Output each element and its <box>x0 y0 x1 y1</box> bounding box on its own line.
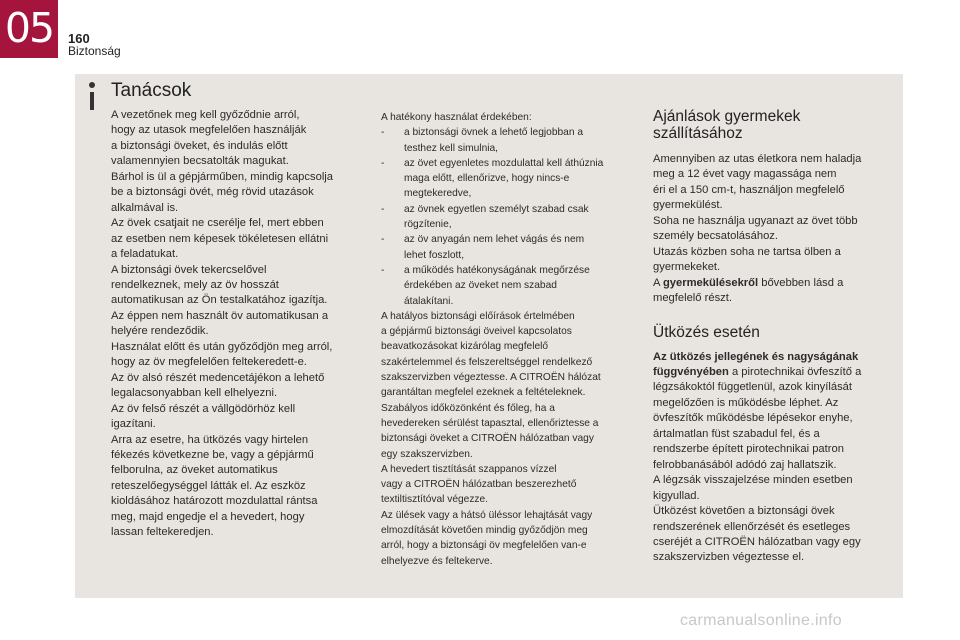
text-line: az övet egyenletes mozdulattal kell áthúznia <box>404 157 604 169</box>
text-line: rögzítenie, <box>404 219 452 231</box>
list-item <box>381 125 633 156</box>
text-line: lassan feltekeredjen. <box>111 526 214 539</box>
text-line: Az öv alsó részét medencetájékon a lehető <box>111 371 325 384</box>
text-line: reteszelőegységgel látták el. Az eszköz <box>111 479 306 492</box>
text-line: alkalmával is. <box>111 201 179 214</box>
text-line: A hatályos biztonsági előírások értelmében <box>381 310 575 322</box>
text-line: Szabályos időközönként és főleg, ha a <box>381 402 555 414</box>
text-run: A <box>653 276 663 289</box>
text-line: az öv anyagán nem lehet vágás és nem <box>404 234 585 246</box>
text-line: A hatékony használat érdekében: <box>381 112 532 123</box>
text-line: érdekében az öveket nem szabad <box>404 280 557 292</box>
text-line: Az övek csatjait ne cserélje fel, mert ebben <box>111 217 324 230</box>
text-line: ártalmatlan füst szabadul fel, és a <box>653 427 820 440</box>
text-line: Ütközést követően a biztonsági övek <box>653 505 835 518</box>
text-line: fékezés következne be, vagy a gépjármű <box>111 448 314 461</box>
text-line: automatikusan az Ön testalkatához igazítja. <box>111 294 328 307</box>
text-line: a gépjármű biztonsági öveivel kapcsolatos <box>381 326 572 338</box>
text-line: helyére rendeződik. <box>111 325 209 338</box>
list-dash: - <box>381 127 385 139</box>
watermark: carmanualsonline.info <box>680 612 842 629</box>
text-line: hevedereken sérülést tapasztal, ellenőriztesse a <box>381 417 599 429</box>
text-line: a működés hatékonyságának megőrzése <box>404 264 590 276</box>
text-line: szakszervizben végeztesse. A CITROËN hálózat <box>381 372 601 384</box>
text-line: átalakítani. <box>404 295 454 307</box>
bold-text: Az ütközés jellegének és nagyságának <box>653 350 859 363</box>
heading-line: szállításához <box>653 125 743 142</box>
text-line <box>653 365 893 380</box>
info-icon <box>82 80 102 112</box>
chapter-badge <box>0 0 58 58</box>
heading-line: Ajánlások gyermekek <box>653 108 801 125</box>
text-line: A légzsák visszajelzése minden esetben <box>653 474 853 487</box>
text-line <box>653 276 893 291</box>
text-line: elhelyezve és feltekerve. <box>381 555 493 567</box>
text-line: beavatkozásokat kizárólag megfelelő <box>381 341 549 353</box>
text-line: legalacsonyabban kell elhelyezni. <box>111 387 278 400</box>
list-dash: - <box>381 157 385 169</box>
tips-column-1 <box>111 108 373 541</box>
text-line: A biztonsági övek tekercselővel <box>111 263 267 276</box>
text-run: a pirotechnikai övfeszítő a <box>728 365 862 378</box>
text-line: Amennyiben az utas életkora nem haladja <box>653 153 862 165</box>
text-line: testhez kell simulnia, <box>404 142 498 154</box>
text-line: meg, majd engedje el a hevedert, hogy <box>111 510 305 523</box>
text-line: szakszervizben végeztesse el. <box>653 551 805 564</box>
text-line: A hevedert tisztítását szappanos vízzel <box>381 463 557 475</box>
text-line: Bárhol is ül a gépjárműben, mindig kapcsolja <box>111 170 334 183</box>
text-line: Az ülések vagy a hátsó üléssor lehajtását vagy <box>381 509 593 521</box>
text-line: övfeszítők működésbe lépésekor enyhe, <box>653 412 853 425</box>
text-line: a feladatukat. <box>111 248 179 261</box>
text-line: vagy a CITROËN hálózatban beszerezhető <box>381 479 577 491</box>
text-line: meg a 12 évet vagy magassága nem <box>653 168 837 181</box>
text-line: lehet foszlott, <box>404 249 465 261</box>
text-line: az esetben nem képesek tökéletesen ellátni <box>111 232 329 245</box>
text-line: arról, hogy a biztonsági öv megfelelően van-e <box>381 540 587 552</box>
text-line: megtekeredve, <box>404 188 472 200</box>
text-line: rendszerének ellenőrzését és esetleges <box>653 520 851 533</box>
text-line: maga előtt, ellenőrizve, hogy nincs-e <box>404 173 570 185</box>
page-number: 160 <box>68 31 90 46</box>
text-line: biztonsági öveket a CITROËN hálózatban vagy <box>381 433 594 445</box>
text-line: elmozdítását követően mindig győződjön meg <box>381 525 588 537</box>
list-item <box>381 232 633 263</box>
text-line: megelőzően is működésbe léphet. Az <box>653 396 839 409</box>
tips-column-3 <box>653 108 893 566</box>
text-line: Használat előtt és után győződjön meg arról, <box>111 340 333 353</box>
text-line: valamennyien becsatolták magukat. <box>111 155 289 168</box>
text-line: éri el a 150 cm-t, használjon megfelelő <box>653 183 845 196</box>
text-line: Soha ne használja ugyanazt az övet több <box>653 214 858 227</box>
text-line: textiltisztítóval végezze. <box>381 494 489 506</box>
text-line: Arra az esetre, ha ütközés vagy hirtelen <box>111 433 309 446</box>
tips-title: Tanácsok <box>111 80 192 101</box>
text-line: Az éppen nem használt öv automatikusan a <box>111 309 329 322</box>
list-dash: - <box>381 234 385 246</box>
text-line: hogy az utasok megfelelően használják <box>111 124 307 137</box>
heading-collision: Ütközés esetén <box>653 323 760 341</box>
text-line: rendelkeznek, mely az öv hosszát <box>111 278 279 291</box>
text-line: légzsákoktól függetlenül, azok kinyílását <box>653 381 853 394</box>
text-line: felrobbanásából adódó zaj hallatszik. <box>653 458 837 471</box>
list-item <box>381 263 633 309</box>
bold-text: gyermekülésekről <box>662 276 759 289</box>
list-item <box>381 156 633 202</box>
text-line: rendszerbe épített pirotechnikai patron <box>653 443 844 456</box>
text-line: hogy az öv megfelelően feltekeredett-e. <box>111 356 307 369</box>
text-line: gyermekeket. <box>653 261 721 274</box>
text-line: felborulna, az öveket automatikus <box>111 464 278 477</box>
text-line: kigyullad. <box>653 489 700 502</box>
text-line: az övnek egyetlen személyt szabad csak <box>404 203 589 215</box>
text-line: a biztonsági övnek a lehető legjobban a <box>404 127 583 139</box>
text-line: igazítani. <box>111 418 156 431</box>
text-line: személy becsatolásához. <box>653 230 778 243</box>
tips-column-2 <box>381 110 633 569</box>
text-line: Utazás közben soha ne tartsa ölben a <box>653 245 841 258</box>
text-line: cseréjét a CITROËN hálózatban vagy egy <box>653 535 861 548</box>
text-line: egy szakszervizben. <box>381 448 473 460</box>
text-line: a biztonsági öveket, és indulás előtt <box>111 139 288 152</box>
text-line: szakértelemmel és felszereltséggel rendelkező <box>381 356 593 368</box>
text-line: gyermekülést. <box>653 199 723 212</box>
text-line: megfelelő részt. <box>653 292 732 305</box>
list-dash: - <box>381 203 385 215</box>
text-line: be a biztonsági övét, még rövid utazások <box>111 186 314 199</box>
text-line: garantáltan megfelel ezeknek a feltételeknek. <box>381 387 586 399</box>
text-run: bővebben lásd a <box>758 276 844 289</box>
section-title: Biztonság <box>68 44 121 58</box>
list-item <box>381 202 633 233</box>
list-dash: - <box>381 264 385 276</box>
text-line: kioldásához határozott mozdulattal rántsa <box>111 495 318 508</box>
chapter-number: 05 <box>4 4 54 52</box>
heading-child-transport <box>653 108 893 142</box>
text-line: Az öv felső részét a vállgödörhöz kell <box>111 402 296 415</box>
text-line: A vezetőnek meg kell győződnie arról, <box>111 109 300 121</box>
bold-text: függvényében <box>653 365 729 378</box>
